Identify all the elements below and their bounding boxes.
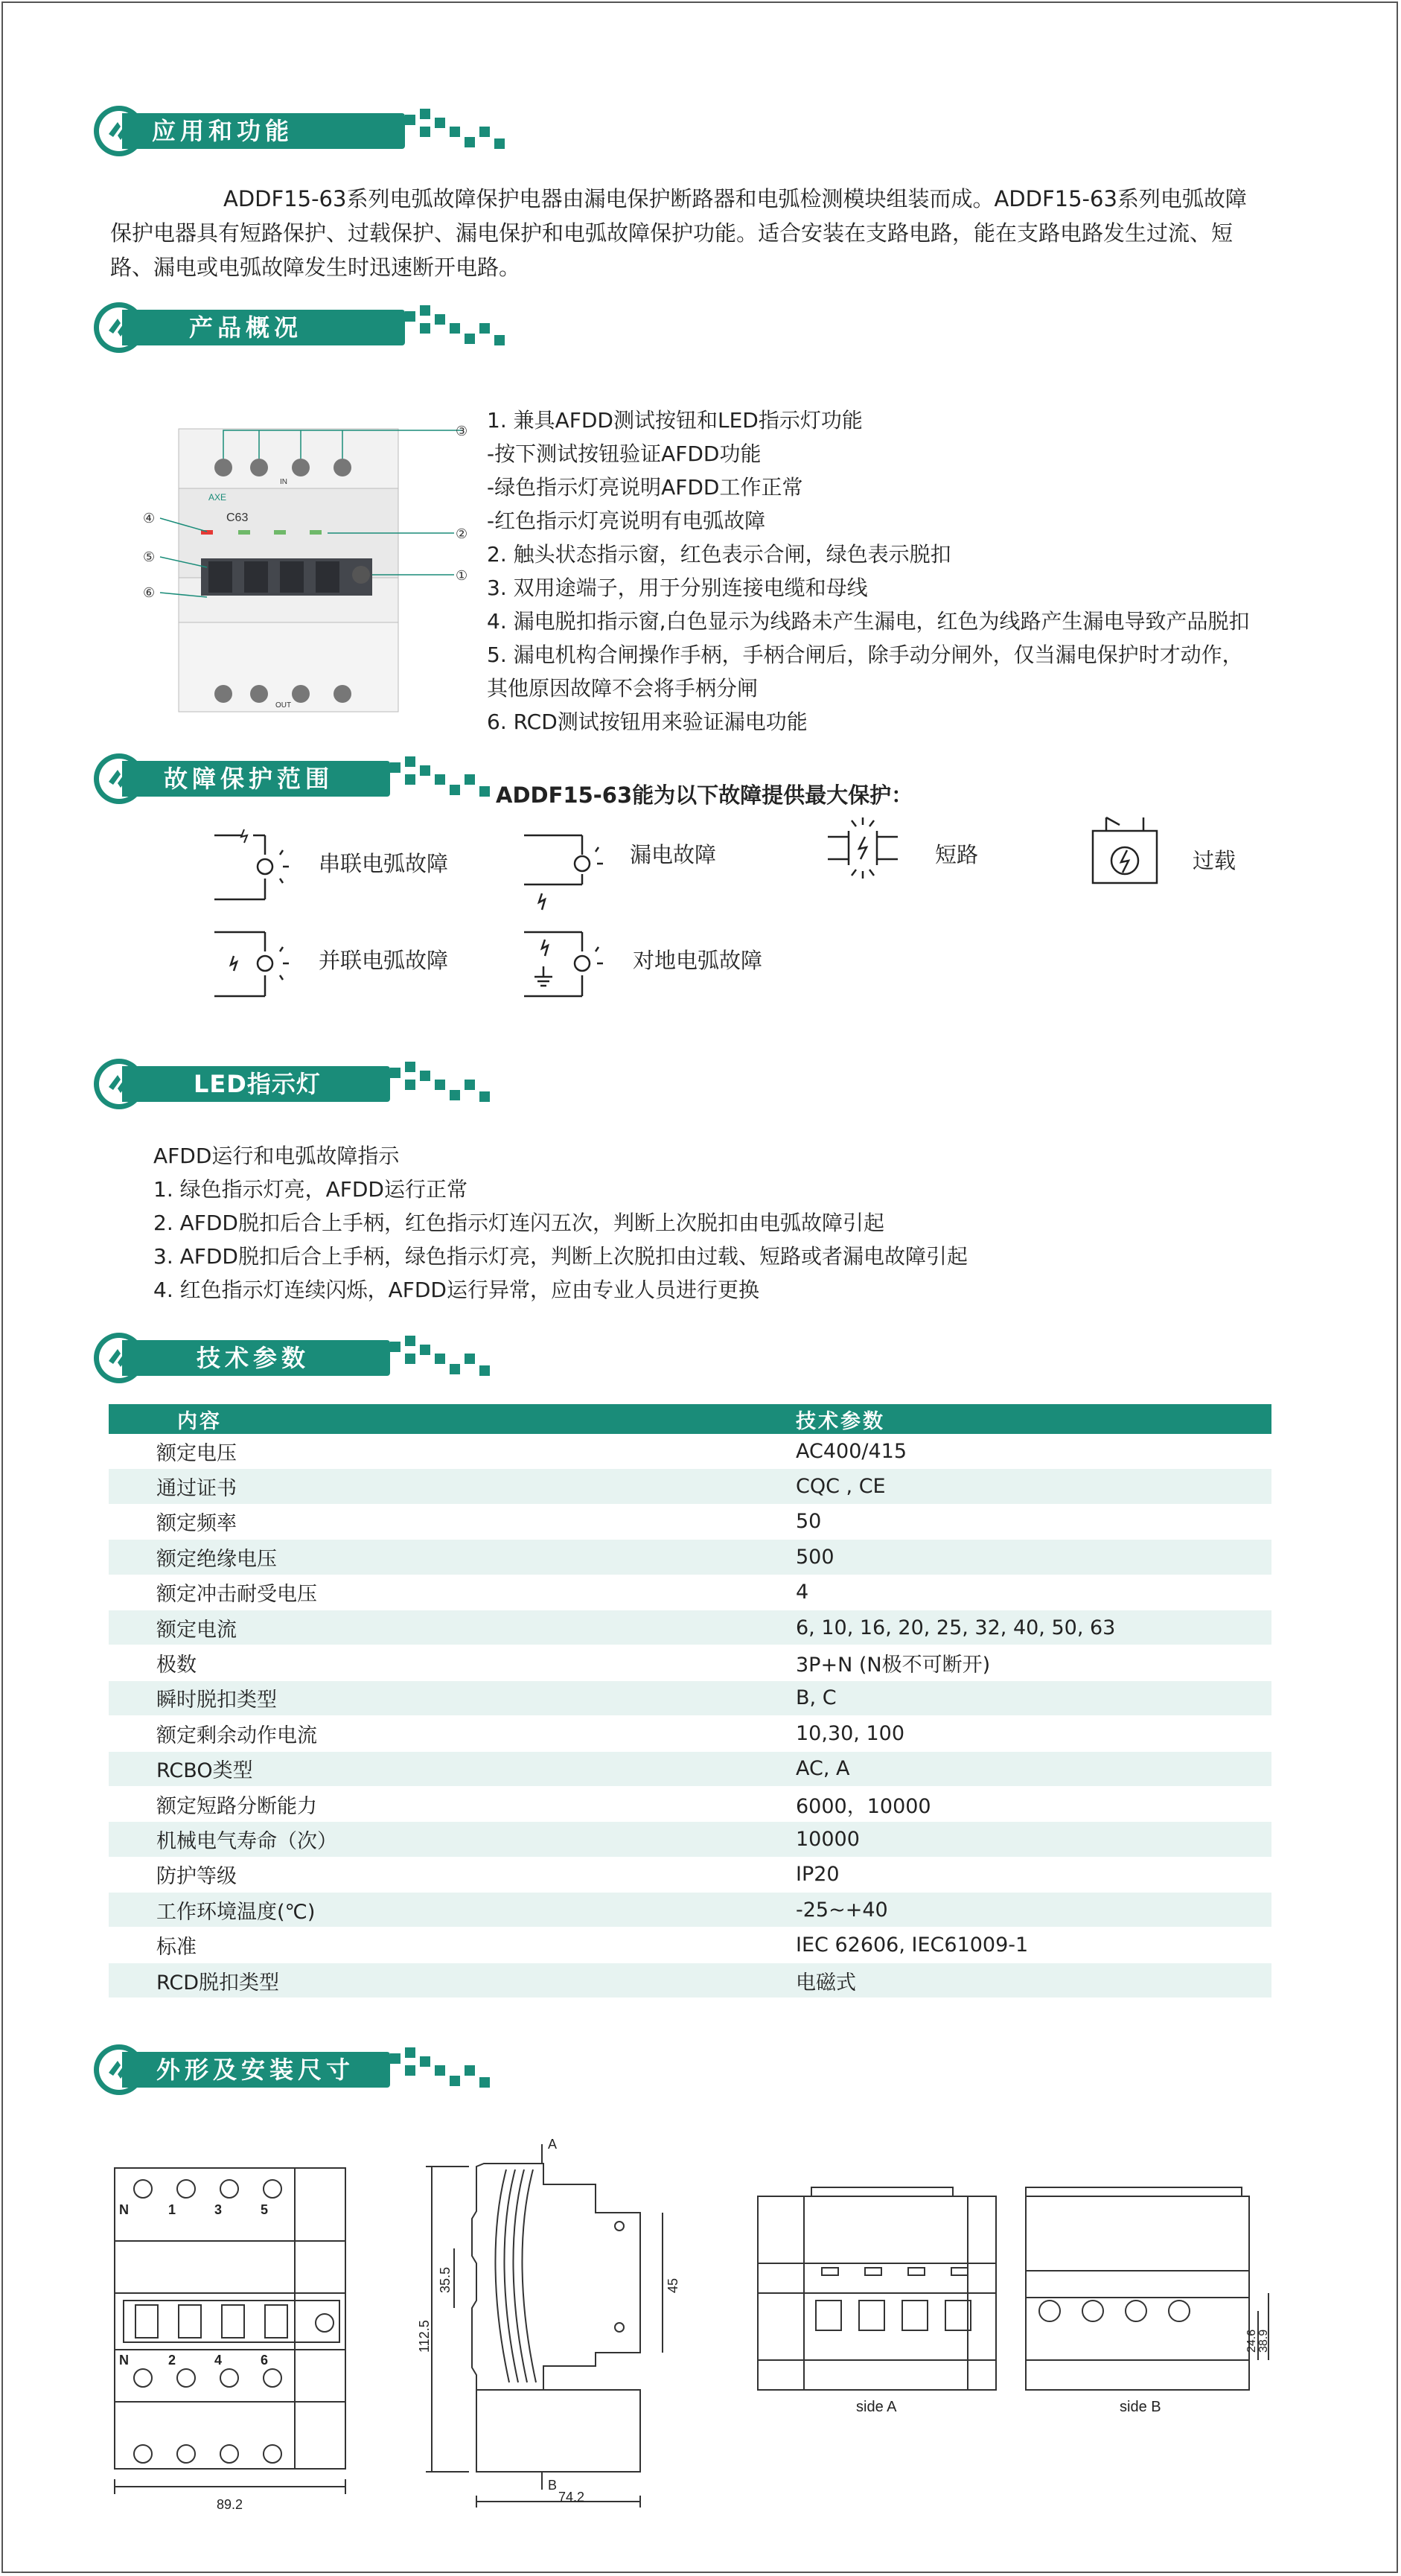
overload-icon xyxy=(1084,814,1166,889)
table-row xyxy=(109,1540,1271,1575)
table-row xyxy=(109,1610,1271,1645)
feature-item: 4. 漏电脱扣指示窗,白色显示为线路未产生漏电，红色为线路产生漏电导致产品脱扣 xyxy=(487,609,1250,634)
table-row xyxy=(109,1716,1271,1751)
terminal-label: N xyxy=(119,2353,129,2368)
parallel-arc-icon xyxy=(211,922,301,1004)
fault-label-parallel-arc: 并联电弧故障 xyxy=(319,948,449,973)
spec-cell-label: 额定剩余动作电流 xyxy=(109,1716,796,1751)
section-header-application xyxy=(92,104,524,158)
section-title: 外形及安装尺寸 xyxy=(156,2056,355,2084)
feature-item: -绿色指示灯亮说明AFDD工作正常 xyxy=(487,475,803,500)
product-image xyxy=(134,402,476,722)
spec-cell-value: B, C xyxy=(796,1680,1271,1715)
callout-2: ② xyxy=(456,526,468,542)
table-row xyxy=(109,1751,1271,1786)
decor-squares xyxy=(390,1062,494,1106)
decor-squares xyxy=(390,756,494,801)
decor-squares xyxy=(405,109,509,153)
feature-item: 其他原因故障不会将手柄分闸 xyxy=(487,676,759,701)
table-row xyxy=(109,1857,1271,1892)
series-arc-icon xyxy=(211,825,301,907)
feature-item: -按下测试按钮验证AFDD功能 xyxy=(487,441,762,466)
dim-38-9: 38.9 xyxy=(1257,2329,1270,2353)
fault-label-ground-arc: 对地电弧故障 xyxy=(633,948,763,973)
section-header-overview xyxy=(92,301,524,354)
fault-label-leakage: 漏电故障 xyxy=(630,842,717,867)
fault-label-short-circuit: 短路 xyxy=(935,842,979,867)
spec-cell-value: 500 xyxy=(796,1540,1271,1575)
section-title: 技术参数 xyxy=(197,1344,310,1372)
dim-arrow-b: B xyxy=(548,2478,558,2493)
spec-cell-value: 10000 xyxy=(796,1822,1271,1857)
dim-side-depth: 74.2 xyxy=(558,2490,585,2505)
spec-cell-label: 额定电流 xyxy=(109,1610,796,1645)
led-line: 1. 绿色指示灯亮，AFDD运行正常 xyxy=(153,1177,467,1202)
table-row xyxy=(109,1680,1271,1715)
table-row xyxy=(109,1504,1271,1539)
spec-cell-label: 瞬时脱扣类型 xyxy=(109,1680,796,1715)
spec-cell-label: RCD脱扣类型 xyxy=(109,1963,796,1998)
spec-cell-label: 机械电气寿命（次） xyxy=(109,1822,796,1857)
spec-cell-value: 3P+N (N极不可断开) xyxy=(796,1645,1271,1680)
spec-cell-value: 4 xyxy=(796,1575,1271,1610)
callout-6: ⑥ xyxy=(143,585,156,601)
spec-cell-value: CQC , CE xyxy=(796,1469,1271,1504)
section-header-fault-range xyxy=(92,752,524,806)
led-line: 4. 红色指示灯连续闪烁，AFDD运行异常，应由专业人员进行更换 xyxy=(153,1278,759,1302)
section-title: 故障保护范围 xyxy=(164,765,334,793)
spec-cell-value: 6000，10000 xyxy=(796,1786,1271,1821)
table-row xyxy=(109,1786,1271,1821)
product-rating-label: C63 xyxy=(226,511,249,524)
feature-item: 2. 触头状态指示窗，红色表示合闸，绿色表示脱扣 xyxy=(487,542,951,567)
feature-item: 3. 双用途端子，用于分别连接电缆和母线 xyxy=(487,576,868,600)
dim-side-45: 45 xyxy=(666,2277,680,2293)
terminal-label: 5 xyxy=(261,2202,269,2217)
intro-line: ADDF15-63系列电弧故障保护电器由漏电保护断路器和电弧检测模块组装而成。ADDF15-63系列电弧故障 xyxy=(223,186,1247,211)
dim-side-height: 112.5 xyxy=(417,2320,432,2353)
spec-table xyxy=(109,1404,1271,1998)
dim-arrow-a: A xyxy=(548,2137,558,2152)
led-line: AFDD运行和电弧故障指示 xyxy=(153,1144,400,1168)
table-row xyxy=(109,1893,1271,1928)
spec-cell-label: 通过证书 xyxy=(109,1469,796,1504)
callout-1: ① xyxy=(456,568,468,584)
led-line: 3. AFDD脱扣后合上手柄，绿色指示灯亮，判断上次脱扣由过载、短路或者漏电故障引起 xyxy=(153,1244,968,1269)
spec-cell-value: 50 xyxy=(796,1504,1271,1539)
decor-squares xyxy=(390,2047,494,2092)
led-line: 2. AFDD脱扣后合上手柄，红色指示灯连闪五次，判断上次脱扣由电弧故障引起 xyxy=(153,1211,884,1235)
spec-cell-label: 额定频率 xyxy=(109,1504,796,1539)
spec-cell-value: -25~+40 xyxy=(796,1893,1271,1928)
ground-arc-icon xyxy=(521,922,610,1004)
terminal-out-label: OUT xyxy=(275,701,292,710)
dim-side-inner: 35.5 xyxy=(438,2266,453,2293)
callout-3: ③ xyxy=(456,424,468,439)
terminal-label: 2 xyxy=(168,2353,176,2368)
terminal-label: 4 xyxy=(214,2353,223,2368)
spec-header-row xyxy=(109,1404,1271,1434)
section-header-dimensions xyxy=(92,2043,524,2097)
terminal-label: 6 xyxy=(261,2353,269,2368)
spec-cell-label: 防护等级 xyxy=(109,1857,796,1892)
spec-cell-label: 额定电压 xyxy=(109,1434,796,1469)
fault-heading: ADDF15-63能为以下故障提供最大保护： xyxy=(496,782,913,808)
spec-cell-label: 极数 xyxy=(109,1645,796,1680)
section-header-led xyxy=(92,1057,524,1111)
spec-cell-label: RCBO类型 xyxy=(109,1751,796,1786)
section-title: 产品概况 xyxy=(189,313,303,342)
spec-cell-value: 6, 10, 16, 20, 25, 32, 40, 50, 63 xyxy=(796,1610,1271,1645)
table-row xyxy=(109,1434,1271,1469)
spec-header-content: 内容 xyxy=(109,1404,796,1434)
decor-squares xyxy=(405,305,509,350)
side-a-drawing xyxy=(752,2181,1005,2420)
fault-label-series-arc: 串联电弧故障 xyxy=(319,851,449,876)
short-circuit-icon xyxy=(822,814,904,881)
dim-24-6: 24.6 xyxy=(1245,2329,1258,2353)
side-b-caption: side B xyxy=(1120,2399,1161,2415)
fault-label-overload: 过载 xyxy=(1193,848,1236,873)
callout-4: ④ xyxy=(143,511,156,526)
callout-5: ⑤ xyxy=(143,549,156,565)
table-row xyxy=(109,1963,1271,1998)
spec-cell-value: IEC 62606, IEC61009-1 xyxy=(796,1928,1271,1963)
terminal-in-label: IN xyxy=(280,478,287,486)
feature-item: -红色指示灯亮说明有电弧故障 xyxy=(487,508,766,533)
side-b-drawing xyxy=(1020,2181,1273,2420)
table-row xyxy=(109,1928,1271,1963)
intro-line: 路、漏电或电弧故障发生时迅速断开电路。 xyxy=(110,255,521,280)
terminal-label: 1 xyxy=(168,2202,176,2217)
spec-cell-value: 电磁式 xyxy=(796,1963,1271,1998)
spec-cell-value: AC400/415 xyxy=(796,1434,1271,1469)
table-row xyxy=(109,1645,1271,1680)
spec-cell-label: 额定绝缘电压 xyxy=(109,1540,796,1575)
front-view-drawing xyxy=(109,2159,362,2516)
table-row xyxy=(109,1469,1271,1504)
intro-line: 保护电器具有短路保护、过载保护、漏电保护和电弧故障保护功能。适合安装在支路电路，能在支路电路发生过流、短 xyxy=(110,220,1234,246)
product-brand-label: AXE xyxy=(208,492,227,503)
spec-header-value: 技术参数 xyxy=(796,1404,1271,1434)
spec-cell-label: 标准 xyxy=(109,1928,796,1963)
spec-cell-label: 额定冲击耐受电压 xyxy=(109,1575,796,1610)
section-header-spec xyxy=(92,1331,524,1385)
feature-item: 1. 兼具AFDD测试按钮和LED指示灯功能 xyxy=(487,408,863,433)
earth-leakage-icon xyxy=(521,825,610,914)
decor-squares xyxy=(390,1336,494,1380)
spec-cell-value: AC, A xyxy=(796,1751,1271,1786)
spec-cell-value: IP20 xyxy=(796,1857,1271,1892)
dim-front-width: 89.2 xyxy=(217,2497,243,2512)
feature-item: 5. 漏电机构合闸操作手柄，手柄合闸后，除手动分闸外，仅当漏电保护时才动作， xyxy=(487,643,1243,667)
feature-item: 6. RCD测试按钮用来验证漏电功能 xyxy=(487,710,808,734)
spec-cell-label: 额定短路分断能力 xyxy=(109,1786,796,1821)
side-view-drawing xyxy=(417,2129,730,2516)
table-row xyxy=(109,1575,1271,1610)
table-row xyxy=(109,1822,1271,1857)
terminal-label: N xyxy=(119,2202,129,2217)
side-a-caption: side A xyxy=(856,2399,897,2415)
section-title: LED指示灯 xyxy=(194,1070,321,1098)
section-title: 应用和功能 xyxy=(152,117,294,145)
spec-cell-label: 工作环境温度(℃) xyxy=(109,1893,796,1928)
spec-cell-value: 10,30, 100 xyxy=(796,1716,1271,1751)
terminal-label: 3 xyxy=(214,2202,223,2217)
